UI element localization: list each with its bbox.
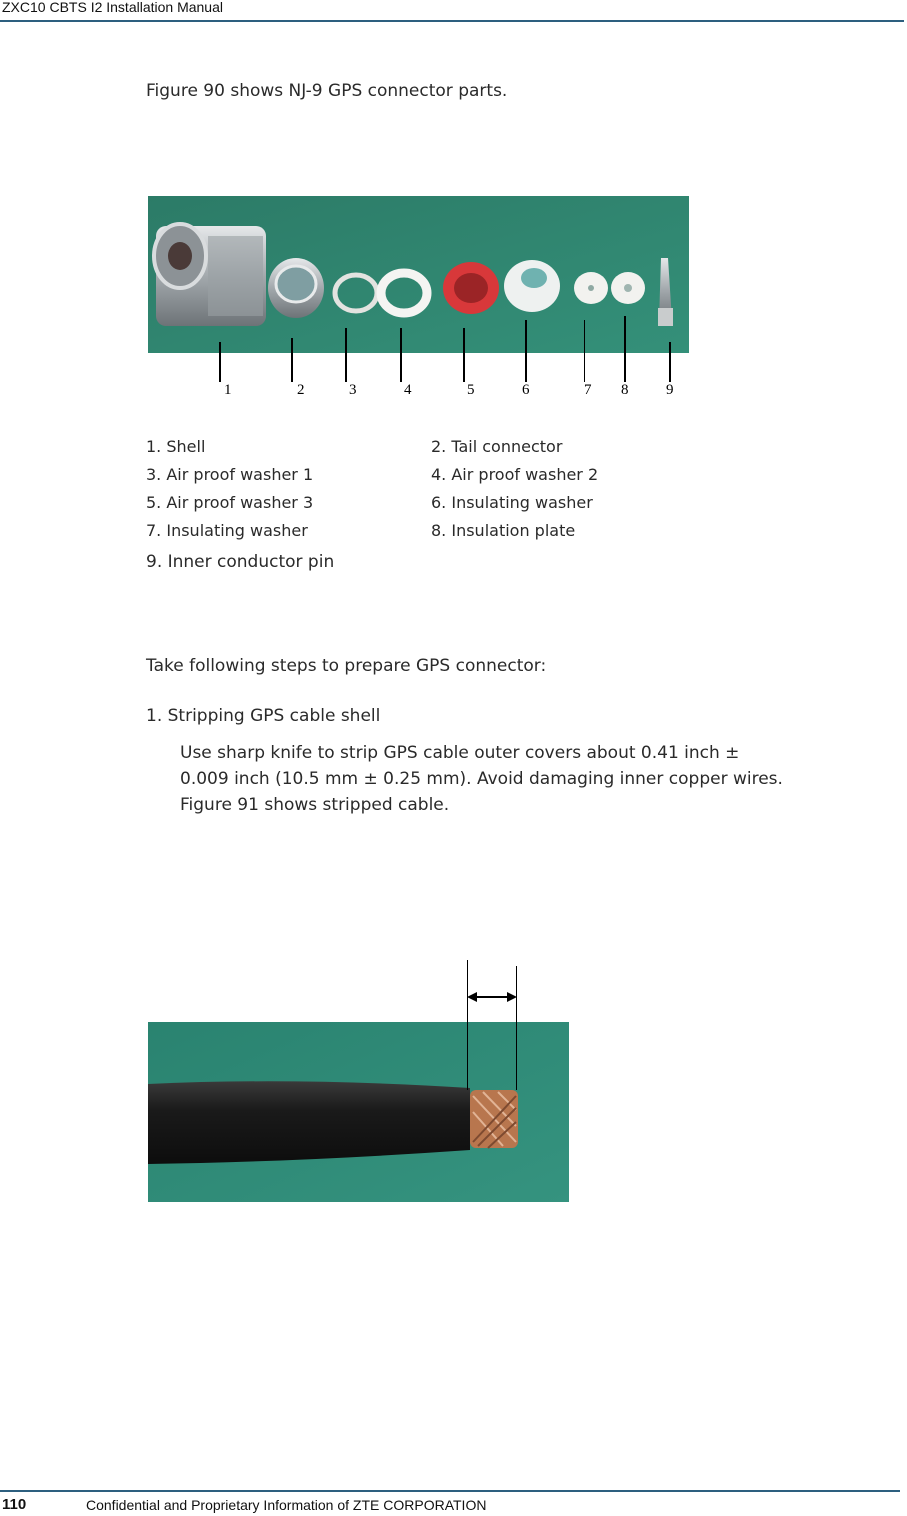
insulation-plate <box>611 272 645 304</box>
intro-paragraph: Figure 90 shows NJ-9 GPS connector parts. <box>146 81 508 101</box>
step-1-title: 1. Stripping GPS cable shell <box>146 706 381 726</box>
insulating-washer-6 <box>504 260 560 312</box>
callout-number: 6 <box>522 382 530 398</box>
figure-90-photo <box>148 196 689 353</box>
step-1-body <box>180 740 907 818</box>
parts-list-item: 9. Inner conductor pin <box>146 552 335 572</box>
connector-parts-illustration <box>148 196 689 353</box>
marker-line-right <box>516 966 517 1090</box>
callout-line-3 <box>345 328 347 382</box>
parts-list-item: 6. Insulating washer <box>431 493 593 512</box>
callout-line-5 <box>463 328 465 382</box>
parts-list-item: 7. Insulating washer <box>146 521 308 540</box>
callout-number: 7 <box>584 382 592 398</box>
callout-number: 9 <box>666 382 674 398</box>
callout-line-1 <box>219 342 221 382</box>
callout-line-8 <box>624 316 626 382</box>
shell-part <box>154 224 266 326</box>
page-number: 110 <box>2 1496 27 1513</box>
parts-list-item: 2. Tail connector <box>431 437 563 456</box>
figure-91-photo <box>148 1022 569 1202</box>
parts-list-item: 1. Shell <box>146 437 206 456</box>
copper-braid <box>470 1090 518 1148</box>
callout-number: 2 <box>297 382 305 398</box>
double-arrow-icon <box>466 987 518 1007</box>
callout-number: 8 <box>621 382 629 398</box>
cable-jacket <box>148 1081 470 1164</box>
tail-connector-part <box>268 258 324 318</box>
marker-line-left <box>467 960 468 1090</box>
callout-number: 5 <box>467 382 475 398</box>
callout-number: 4 <box>404 382 412 398</box>
steps-intro: Take following steps to prepare GPS connector: <box>146 656 547 676</box>
callout-line-7 <box>584 320 585 382</box>
air-proof-washer-3 <box>443 262 499 314</box>
callout-number: 1 <box>224 382 232 398</box>
footer-rule <box>0 1490 900 1492</box>
callout-line-9 <box>669 342 671 382</box>
footer-confidentiality: Confidential and Proprietary Information of ZTE CORPORATION <box>86 1497 487 1513</box>
parts-list-item: 3. Air proof washer 1 <box>146 465 314 484</box>
header-rule <box>0 20 904 22</box>
callout-line-4 <box>400 328 402 382</box>
step-1-body-line: 0.009 inch (10.5 mm ± 0.25 mm). Avoid damaging inner copper wires. <box>180 769 783 789</box>
header-title: ZXC10 CBTS I2 Installation Manual <box>2 0 223 15</box>
parts-list-item: 5. Air proof washer 3 <box>146 493 314 512</box>
callout-number: 3 <box>349 382 357 398</box>
callout-line-2 <box>291 338 293 382</box>
step-1-body-line: Figure 91 shows stripped cable. <box>180 795 450 815</box>
parts-list-item: 8. Insulation plate <box>431 521 576 540</box>
insulating-washer-7 <box>574 272 608 304</box>
step-1-body-line: Use sharp knife to strip GPS cable outer covers about 0.41 inch ± <box>180 743 740 763</box>
parts-list-item: 4. Air proof washer 2 <box>431 465 599 484</box>
callout-line-6 <box>525 320 527 382</box>
stripped-cable-illustration <box>148 1022 569 1202</box>
